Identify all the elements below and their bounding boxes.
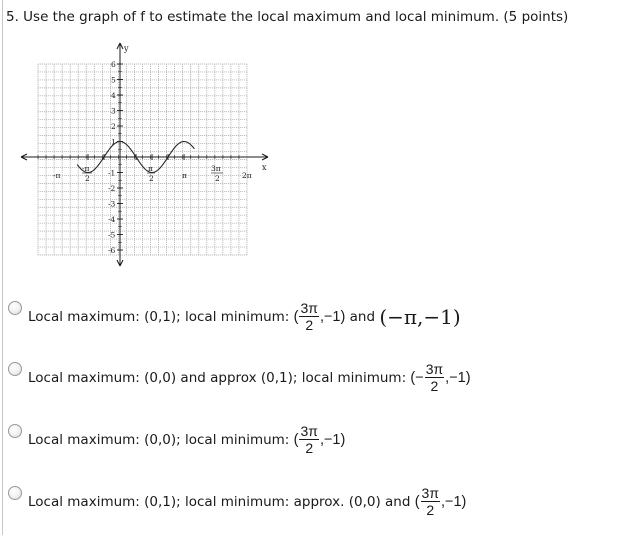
- y-tick-label: 6: [111, 60, 116, 69]
- option-3-math: [294, 424, 346, 455]
- option-1-label: Local maximum: (0,1); local minimum:: [28, 308, 294, 325]
- x-axis-label: x: [262, 163, 267, 172]
- option-2-tail: ,−1): [445, 369, 471, 386]
- option-2-fraction: [425, 362, 444, 393]
- graph-grid: [38, 64, 247, 255]
- option-1-tail: ,−1): [319, 308, 346, 325]
- y-tick-label: -4: [108, 215, 116, 224]
- option-3-label: Local maximum: (0,0); local minimum:: [28, 431, 294, 448]
- option-3-fraction: [299, 424, 318, 455]
- option-4-frac-den: 2: [426, 502, 435, 518]
- question-text: 5. Use the graph of f to estimate the local maximum and local minimum. (5 points): [6, 9, 569, 25]
- option-1-extra: (−π,−1): [379, 304, 461, 329]
- option-2-paren: (−: [410, 369, 424, 386]
- option-4-label: Local maximum: (0,1); local minimum: approx. (0,0) and: [28, 493, 415, 510]
- x-tick-2pi: 2π: [242, 171, 252, 180]
- option-1-frac-num: 3π: [300, 300, 318, 316]
- x-tick-pi-2-den: 2: [149, 174, 154, 183]
- y-axis-label: y: [124, 44, 129, 53]
- y-tick-label: 4: [111, 91, 116, 100]
- x-tick-3pi-2-den: 2: [215, 174, 220, 183]
- option-3-frac-den: 2: [305, 440, 314, 456]
- y-tick-label: 1: [111, 137, 116, 147]
- x-tick-neg-pi-2-den: 2: [85, 174, 90, 183]
- option-1-fraction: [299, 301, 318, 332]
- option-1-frac-den: 2: [305, 317, 314, 333]
- y-tick-label: -5: [108, 230, 116, 240]
- y-tick-label: -6: [108, 246, 116, 255]
- option-4-radio[interactable]: [8, 486, 22, 500]
- option-2-radio[interactable]: [8, 362, 22, 376]
- x-tick-neg-pi: -π: [53, 171, 61, 180]
- x-tick-pi: π: [182, 171, 187, 180]
- y-tick-label: 5: [111, 75, 116, 85]
- option-4-math: [415, 486, 467, 517]
- option-3-paren: (: [293, 431, 299, 448]
- x-tick-3pi-2-num: 3π: [211, 164, 221, 173]
- option-1-connector: and: [345, 308, 380, 325]
- option-1-math: [294, 301, 346, 332]
- option-3-tail: ,−1): [319, 431, 346, 448]
- y-tick-label: -1: [108, 168, 116, 178]
- y-tick-label: -3: [108, 199, 116, 209]
- option-3-frac-num: 3π: [300, 423, 318, 439]
- option-4-tail: ,−1): [441, 493, 467, 510]
- function-graph: [18, 40, 280, 270]
- option-3-radio[interactable]: [8, 424, 22, 438]
- left-border: [2, 0, 3, 535]
- option-4-fraction: [421, 486, 440, 517]
- option-2-math: [410, 362, 470, 393]
- y-tick-label: 2: [111, 122, 116, 131]
- x-tick-pi-2-num: π: [148, 164, 153, 173]
- option-1-paren: (: [293, 308, 299, 325]
- option-4-frac-num: 3π: [421, 485, 439, 501]
- option-1-radio[interactable]: [8, 301, 22, 315]
- x-tick-neg-pi-2-num: -π: [82, 164, 90, 173]
- option-4-paren: (: [414, 493, 420, 510]
- option-2-frac-den: 2: [430, 378, 439, 394]
- option-2-frac-num: 3π: [425, 361, 444, 377]
- option-2-label: Local maximum: (0,0) and approx (0,1); local minimum:: [28, 369, 411, 386]
- y-tick-label: -2: [108, 184, 116, 193]
- y-tick-label: 3: [111, 106, 116, 116]
